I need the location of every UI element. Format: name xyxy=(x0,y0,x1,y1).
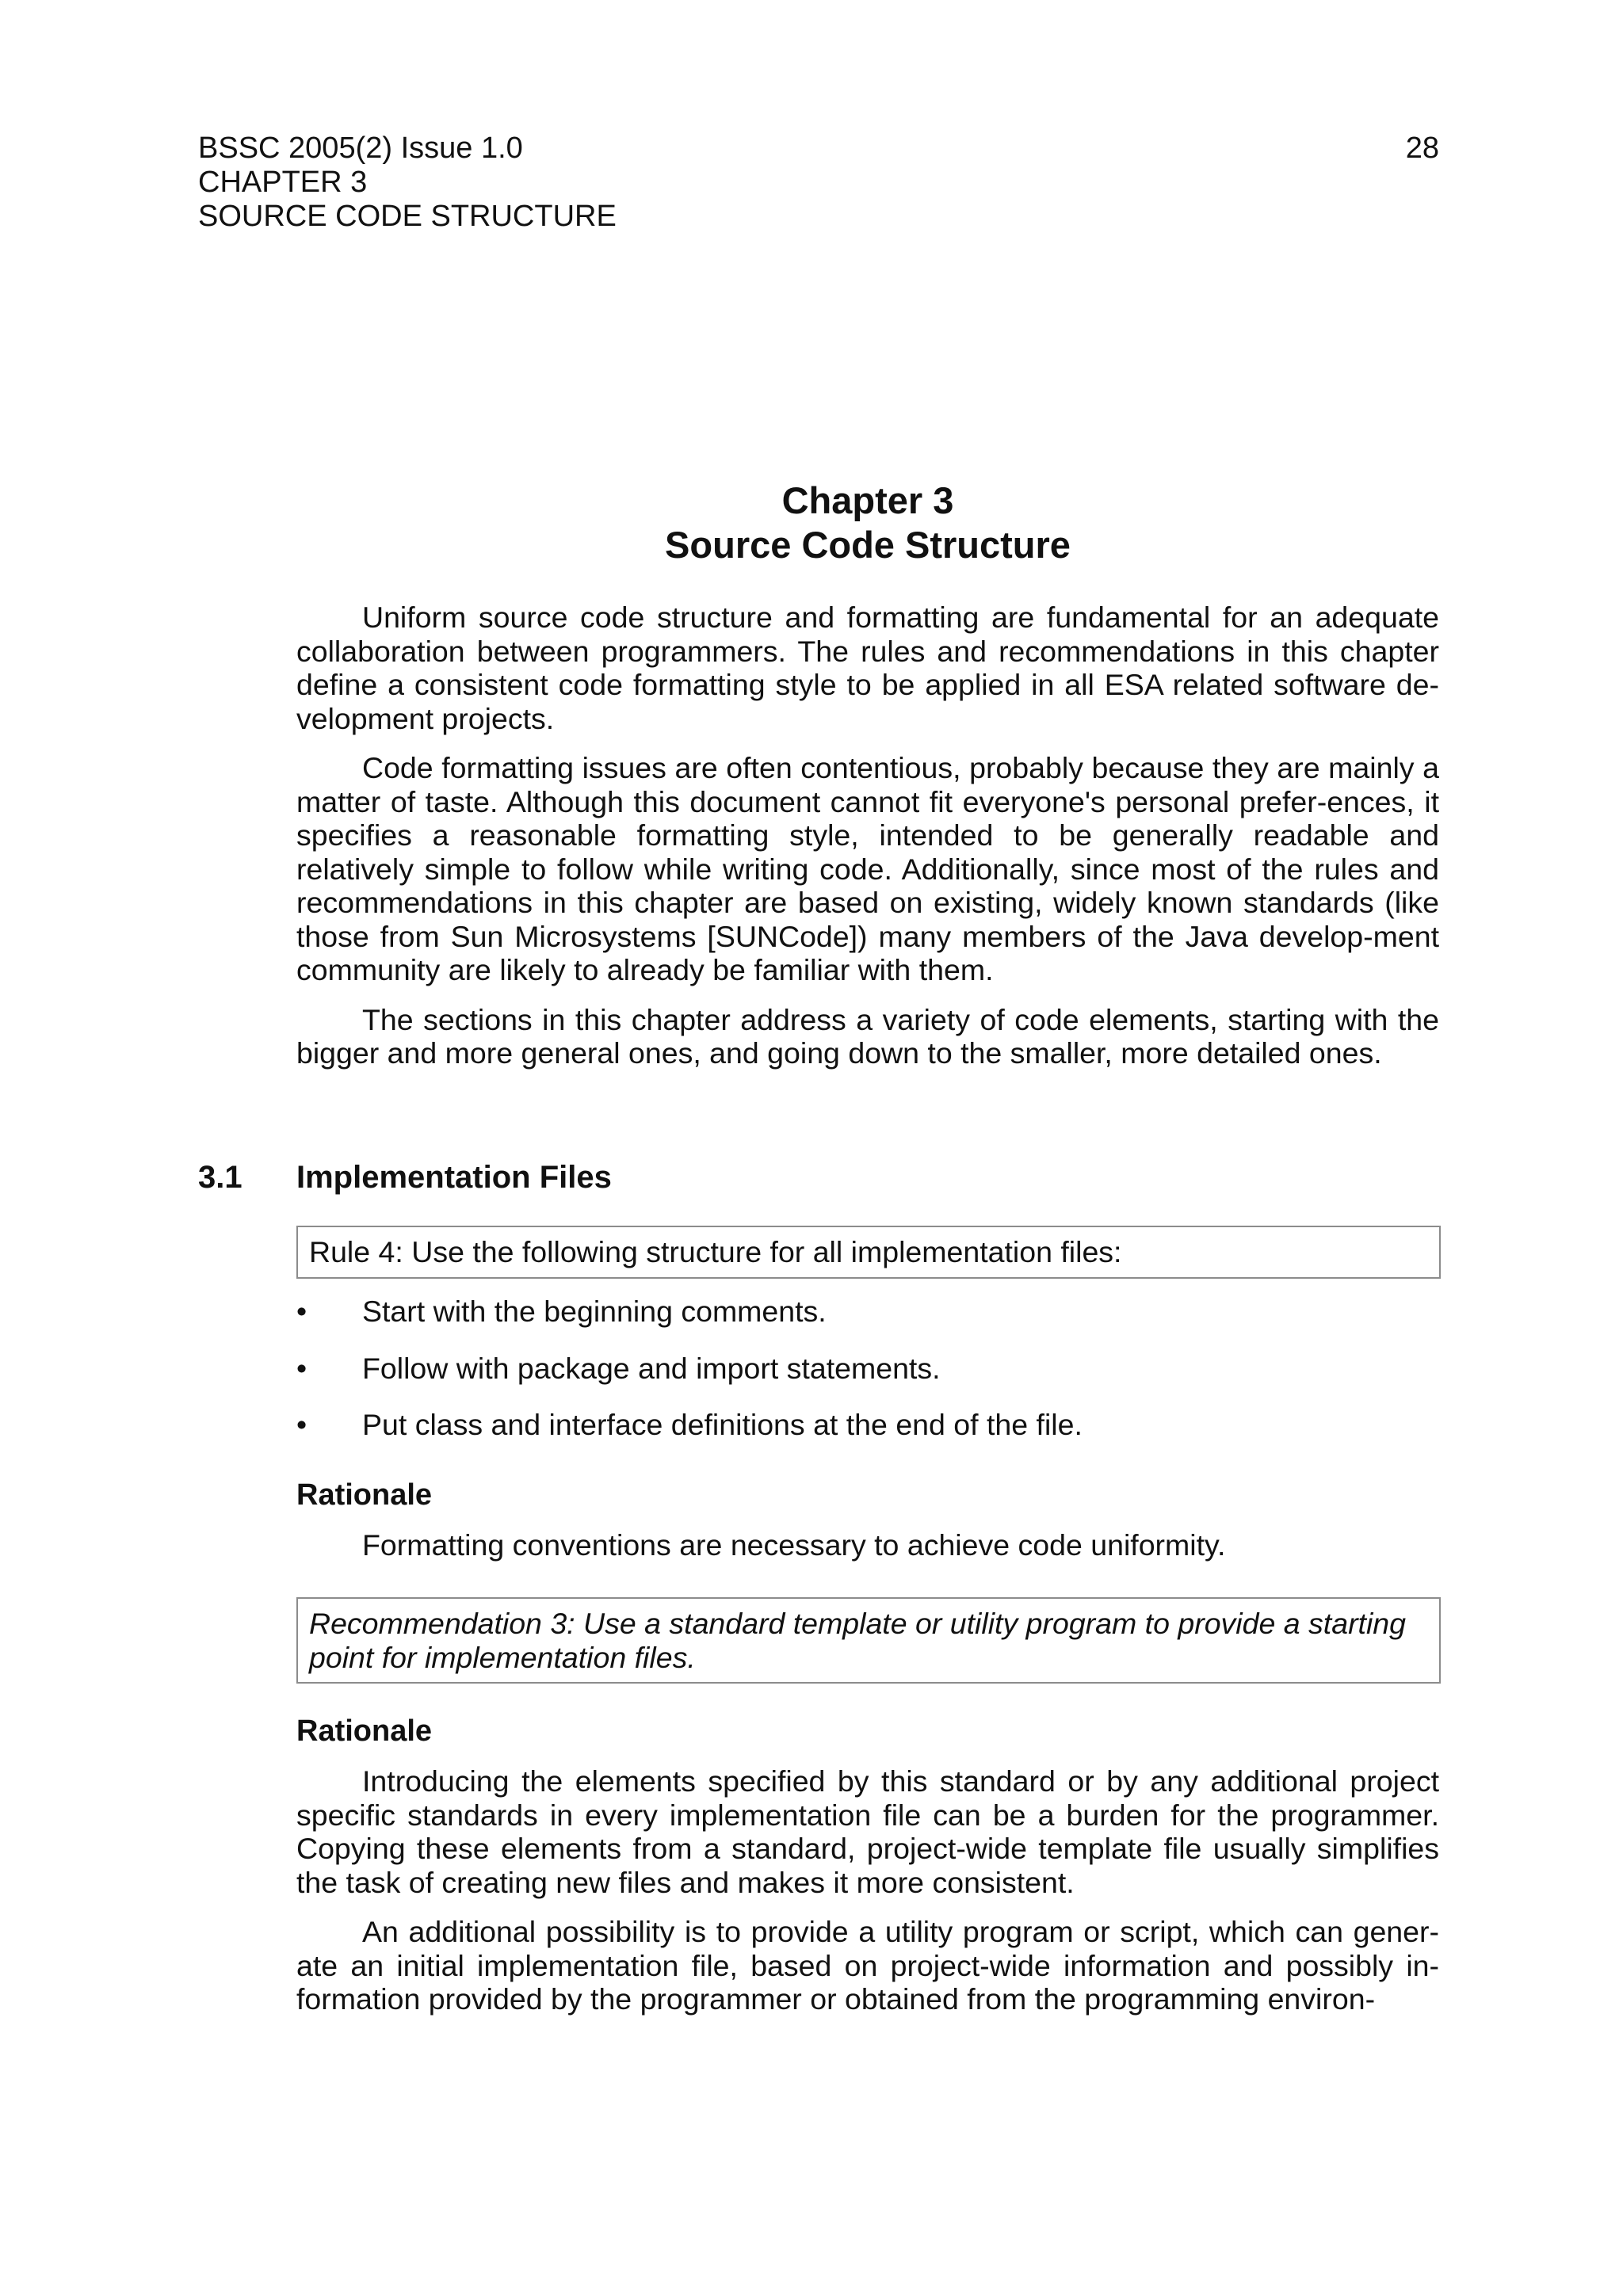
chapter-title-number: Chapter 3 xyxy=(781,479,954,521)
section-heading xyxy=(198,1158,612,1196)
section-title: Implementation Files xyxy=(296,1160,612,1195)
bullet-icon: • xyxy=(296,1408,307,1441)
chapter-title-name: Source Code Structure xyxy=(665,524,1071,566)
rationale-heading: Rationale xyxy=(296,1478,433,1512)
list-item xyxy=(296,1295,1439,1329)
rule-text: Rule 4: Use the following structure for all implementation files: xyxy=(309,1235,1122,1268)
intro-text xyxy=(296,601,1439,1070)
rule-box xyxy=(296,1226,1441,1279)
rule-bullet-list xyxy=(296,1295,1439,1465)
page-number: 28 xyxy=(1405,132,1439,165)
rationale-text xyxy=(296,1764,1439,2016)
list-item xyxy=(296,1408,1439,1442)
chapter-title xyxy=(296,479,1439,567)
intro-paragraph: Uniform source code structure and formatting are fundamental for an adequate collaboration between programmers. The rules and recommendations in this chapter define a consistent code formatting style to be applied in all ESA related software de-velopment projects. xyxy=(296,601,1439,735)
header-doc-id: BSSC 2005(2) Issue 1.0 xyxy=(198,132,523,165)
rationale-paragraph: Formatting conventions are necessary to achieve code uniformity. xyxy=(362,1528,1226,1562)
recommendation-box xyxy=(296,1597,1441,1684)
rationale-paragraph: An additional possibility is to provide a utility program or script, which can gener-ate an initial implementation file, based on project-wide information and possibly in-formation provided by the programmer or obtained from the programming environ- xyxy=(296,1915,1439,2016)
intro-paragraph: Code formatting issues are often contentious, probably because they are mainly a matter of taste. Although this document cannot fit everyone's personal prefer-ences, it specifies a reasonable formatting style, intended to be generally readable and relatively simple to follow while writing code. Additionally, since most of the rules and recommendations in this chapter are based on existing, widely known standards (like those from Sun Microsystems [SUNCode]) many members of the Java develop-ment community are likely to already be familiar with them. xyxy=(296,751,1439,986)
rationale-paragraph: Introducing the elements specified by this standard or by any additional project specific standards in every implementation file can be a burden for the programmer. Copying these elements from a standard, project-wide template file usually simplifies the task of creating new files and makes it more consistent. xyxy=(296,1764,1439,1899)
rationale-heading: Rationale xyxy=(296,1714,433,1748)
list-item-text: Put class and interface definitions at the end of the file. xyxy=(362,1408,1083,1441)
header-chapter-name: SOURCE CODE STRUCTURE xyxy=(198,200,617,233)
list-item-text: Start with the beginning comments. xyxy=(362,1295,827,1328)
section-number: 3.1 xyxy=(198,1160,242,1195)
page-header xyxy=(198,132,1439,234)
rationale-text xyxy=(296,1528,1439,1562)
bullet-icon: • xyxy=(296,1351,307,1385)
bullet-icon: • xyxy=(296,1295,307,1328)
header-chapter: CHAPTER 3 xyxy=(198,166,368,199)
list-item-text: Follow with package and import statements. xyxy=(362,1351,941,1385)
recommendation-text: Recommendation 3: Use a standard template or utility program to provide a starting point for implementation files. xyxy=(309,1607,1407,1674)
list-item xyxy=(296,1352,1439,1386)
intro-paragraph: The sections in this chapter address a variety of code elements, starting with the bigger and more general ones, and going down to the smaller, more detailed ones. xyxy=(296,1002,1439,1070)
